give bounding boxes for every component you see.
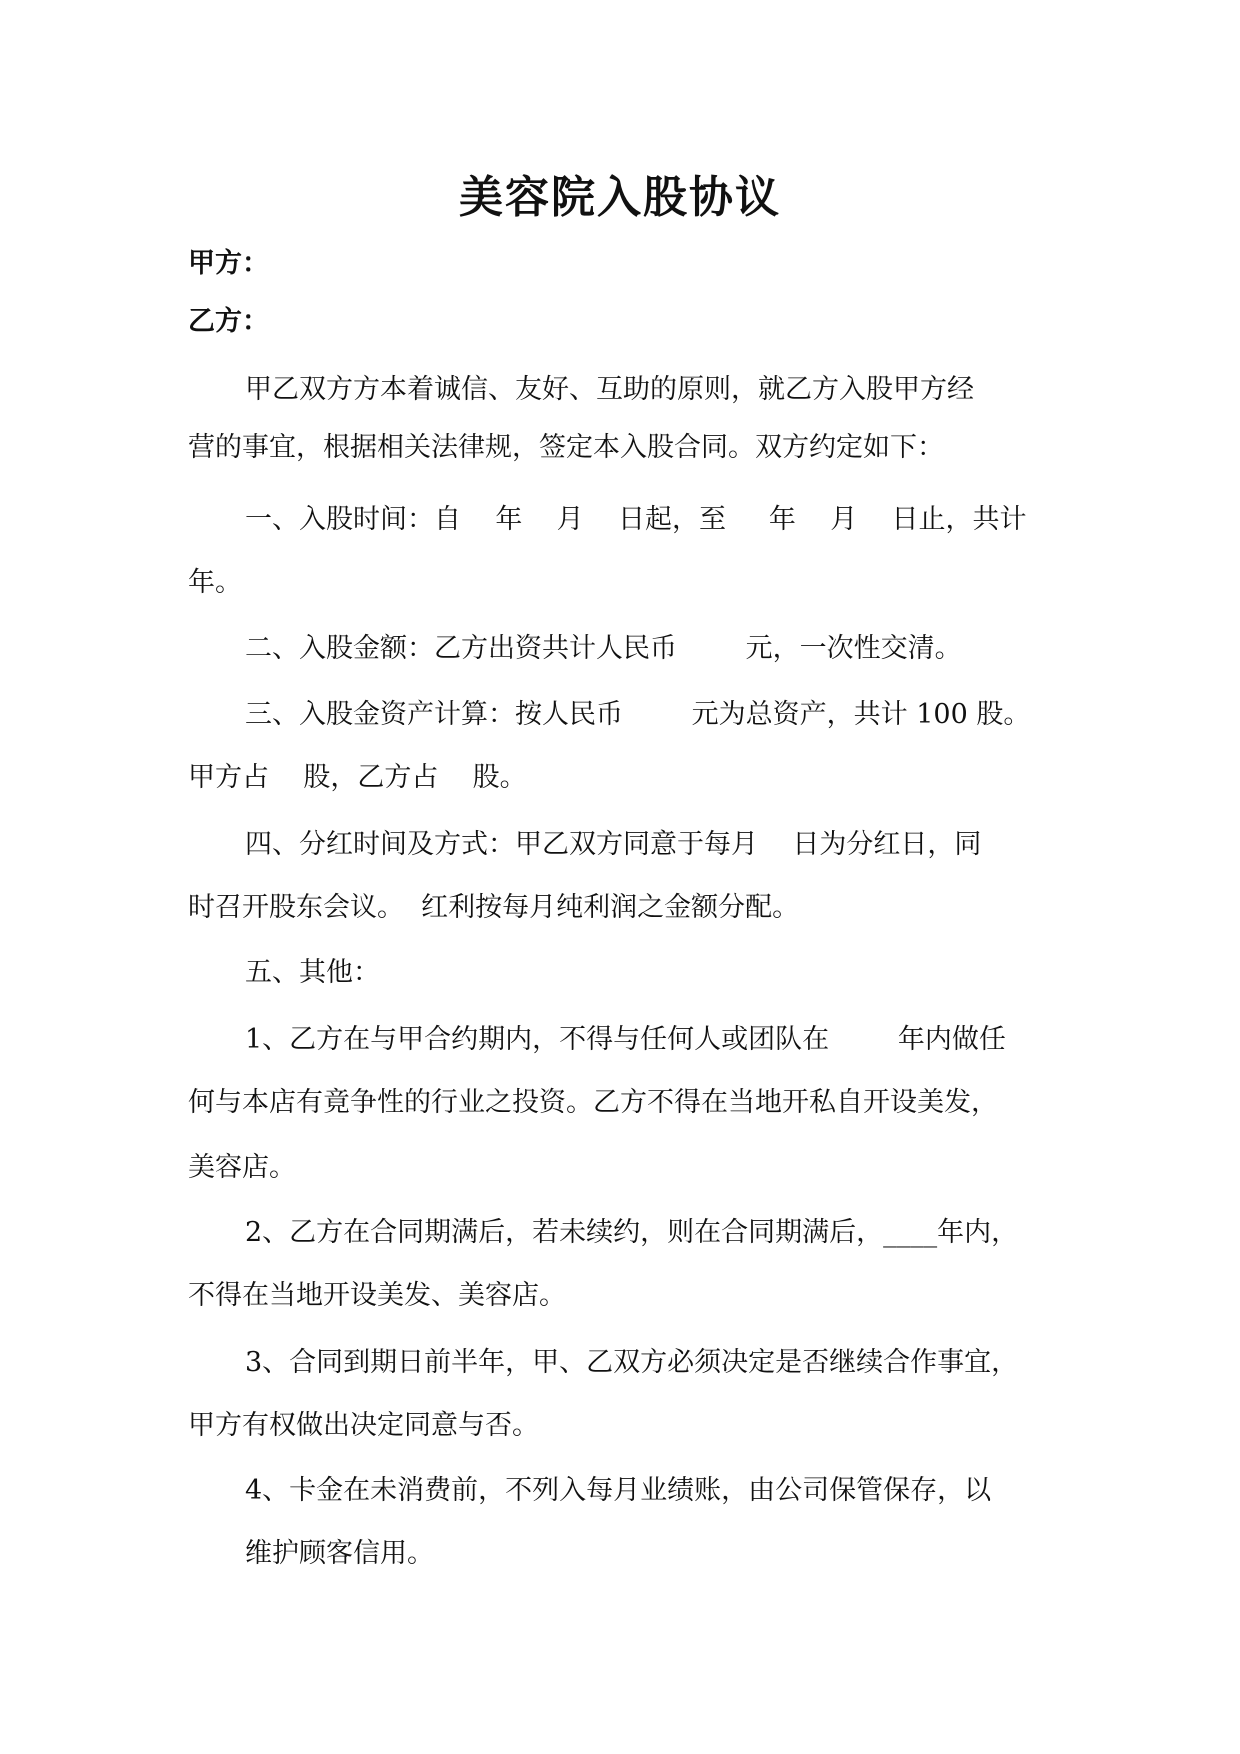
sub-clause-4-line: 4、卡金在未消费前，不列入每月业绩账，由公司保管保存，以 bbox=[245, 1475, 992, 1506]
clause-1-line: 年。 bbox=[188, 567, 242, 598]
sub-clause-1-line: 美容店。 bbox=[188, 1152, 296, 1183]
clause-3-line: 甲方占 股，乙方占 股。 bbox=[188, 762, 527, 793]
clause-2-line: 二、入股金额：乙方出资共计人民币 元，一次性交清。 bbox=[245, 633, 962, 664]
sub-clause-1-line: 1、乙方在与甲合约期内，不得与任何人或团队在 年内做任 bbox=[245, 1024, 1006, 1055]
party-b-label: 乙方： bbox=[188, 306, 269, 337]
clause-1-line: 一、入股时间：自 年 月 日起，至 年 月 日止，共计 bbox=[245, 504, 1027, 535]
party-a-label: 甲方： bbox=[188, 248, 269, 279]
clause-4-line: 四、分红时间及方式：甲乙双方同意于每月 日为分红日，同 bbox=[245, 829, 982, 860]
sub-clause-3-line: 3、合同到期日前半年，甲、乙双方必须决定是否继续合作事宜， bbox=[245, 1347, 1019, 1378]
sub-clause-2-line: 2、乙方在合同期满后，若未续约，则在合同期满后，____年内， bbox=[245, 1217, 1019, 1248]
sub-clause-2-line: 不得在当地开设美发、美容店。 bbox=[188, 1280, 566, 1311]
clause-5-heading: 五、其他： bbox=[245, 957, 380, 988]
document-title: 美容院入股协议 bbox=[459, 172, 781, 223]
clause-3-line: 三、入股金资产计算：按人民币 元为总资产，共计 100 股。 bbox=[245, 699, 1031, 730]
paragraph-line: 甲乙双方方本着诚信、友好、互助的原则，就乙方入股甲方经 bbox=[245, 374, 974, 405]
sub-clause-3-line: 甲方有权做出决定同意与否。 bbox=[188, 1410, 539, 1441]
clause-4-line: 时召开股东会议。 红利按每月纯利润之金额分配。 bbox=[188, 892, 800, 923]
sub-clause-1-line: 何与本店有竟争性的行业之投资。乙方不得在当地开私自开设美发， bbox=[188, 1087, 998, 1118]
paragraph-line: 营的事宜，根据相关法律规，签定本入股合同。双方约定如下： bbox=[188, 432, 944, 463]
sub-clause-4-line: 维护顾客信用。 bbox=[245, 1538, 434, 1569]
